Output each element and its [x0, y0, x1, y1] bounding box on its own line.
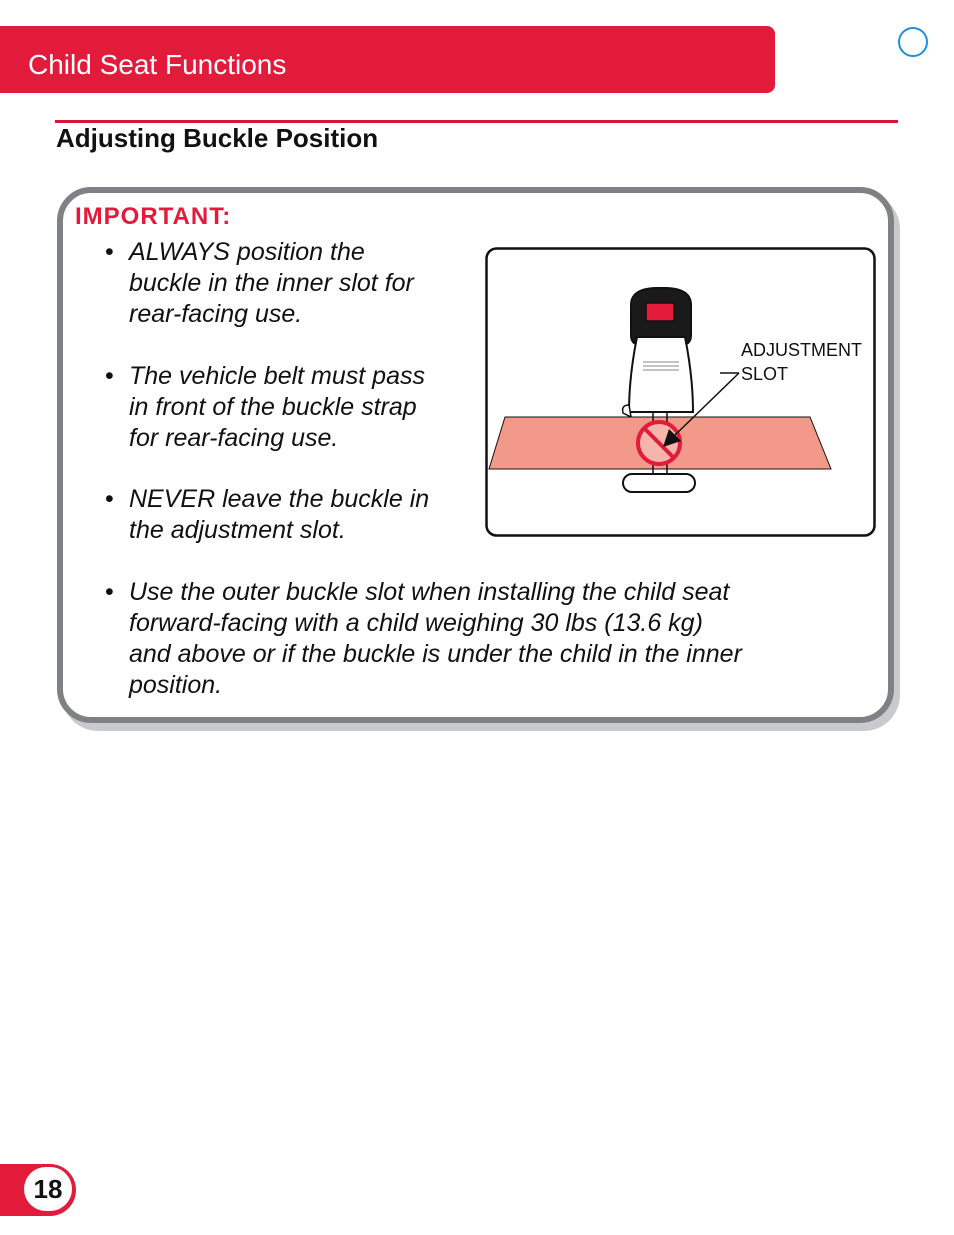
bullet-dot: •: [105, 578, 114, 606]
bullet-line: NEVER leave the buckle in: [129, 485, 430, 513]
bullet-line: in front of the buckle strap: [129, 393, 417, 421]
bullet-line: ALWAYS position the: [129, 238, 365, 266]
bullet-line: rear-facing use.: [129, 300, 303, 328]
bullet-adjustment-slot: [105, 484, 430, 546]
bullet-line: buckle in the inner slot for: [129, 269, 414, 297]
corner-circle-icon: [898, 27, 928, 57]
bullet-line: The vehicle belt must pass: [129, 362, 425, 390]
bullet-inner-slot: [105, 237, 414, 330]
bullet-line: the adjustment slot.: [129, 516, 346, 544]
headrest-label: [646, 303, 674, 321]
adjustment-label: ADJUSTMENT: [741, 340, 862, 360]
bullet-line: Use the outer buckle slot when installing the child seat: [129, 578, 730, 606]
bullet-line: position.: [129, 671, 223, 699]
header-title: Child Seat Functions: [28, 49, 287, 80]
buckle-tongue: [623, 474, 695, 492]
bullet-dot: •: [105, 485, 114, 513]
buckle-illustration: [485, 247, 876, 537]
bullet-line: forward-facing with a child weighing 30 lbs (13.6 kg): [129, 609, 703, 637]
bullet-line: for rear-facing use.: [129, 424, 339, 452]
slot-label: SLOT: [741, 364, 789, 384]
bullet-dot: •: [105, 238, 114, 266]
page-number: 18: [33, 1174, 63, 1204]
seat-back-shape: [629, 337, 693, 412]
bullet-dot: •: [105, 362, 114, 390]
bullet-vehicle-belt: [105, 361, 425, 454]
bullet-line: and above or if the buckle is under the child in the inner: [129, 640, 742, 668]
bullet-outer-slot: [105, 577, 742, 701]
section-title: Adjusting Buckle Position: [56, 123, 379, 153]
important-heading: IMPORTANT:: [75, 203, 232, 230]
